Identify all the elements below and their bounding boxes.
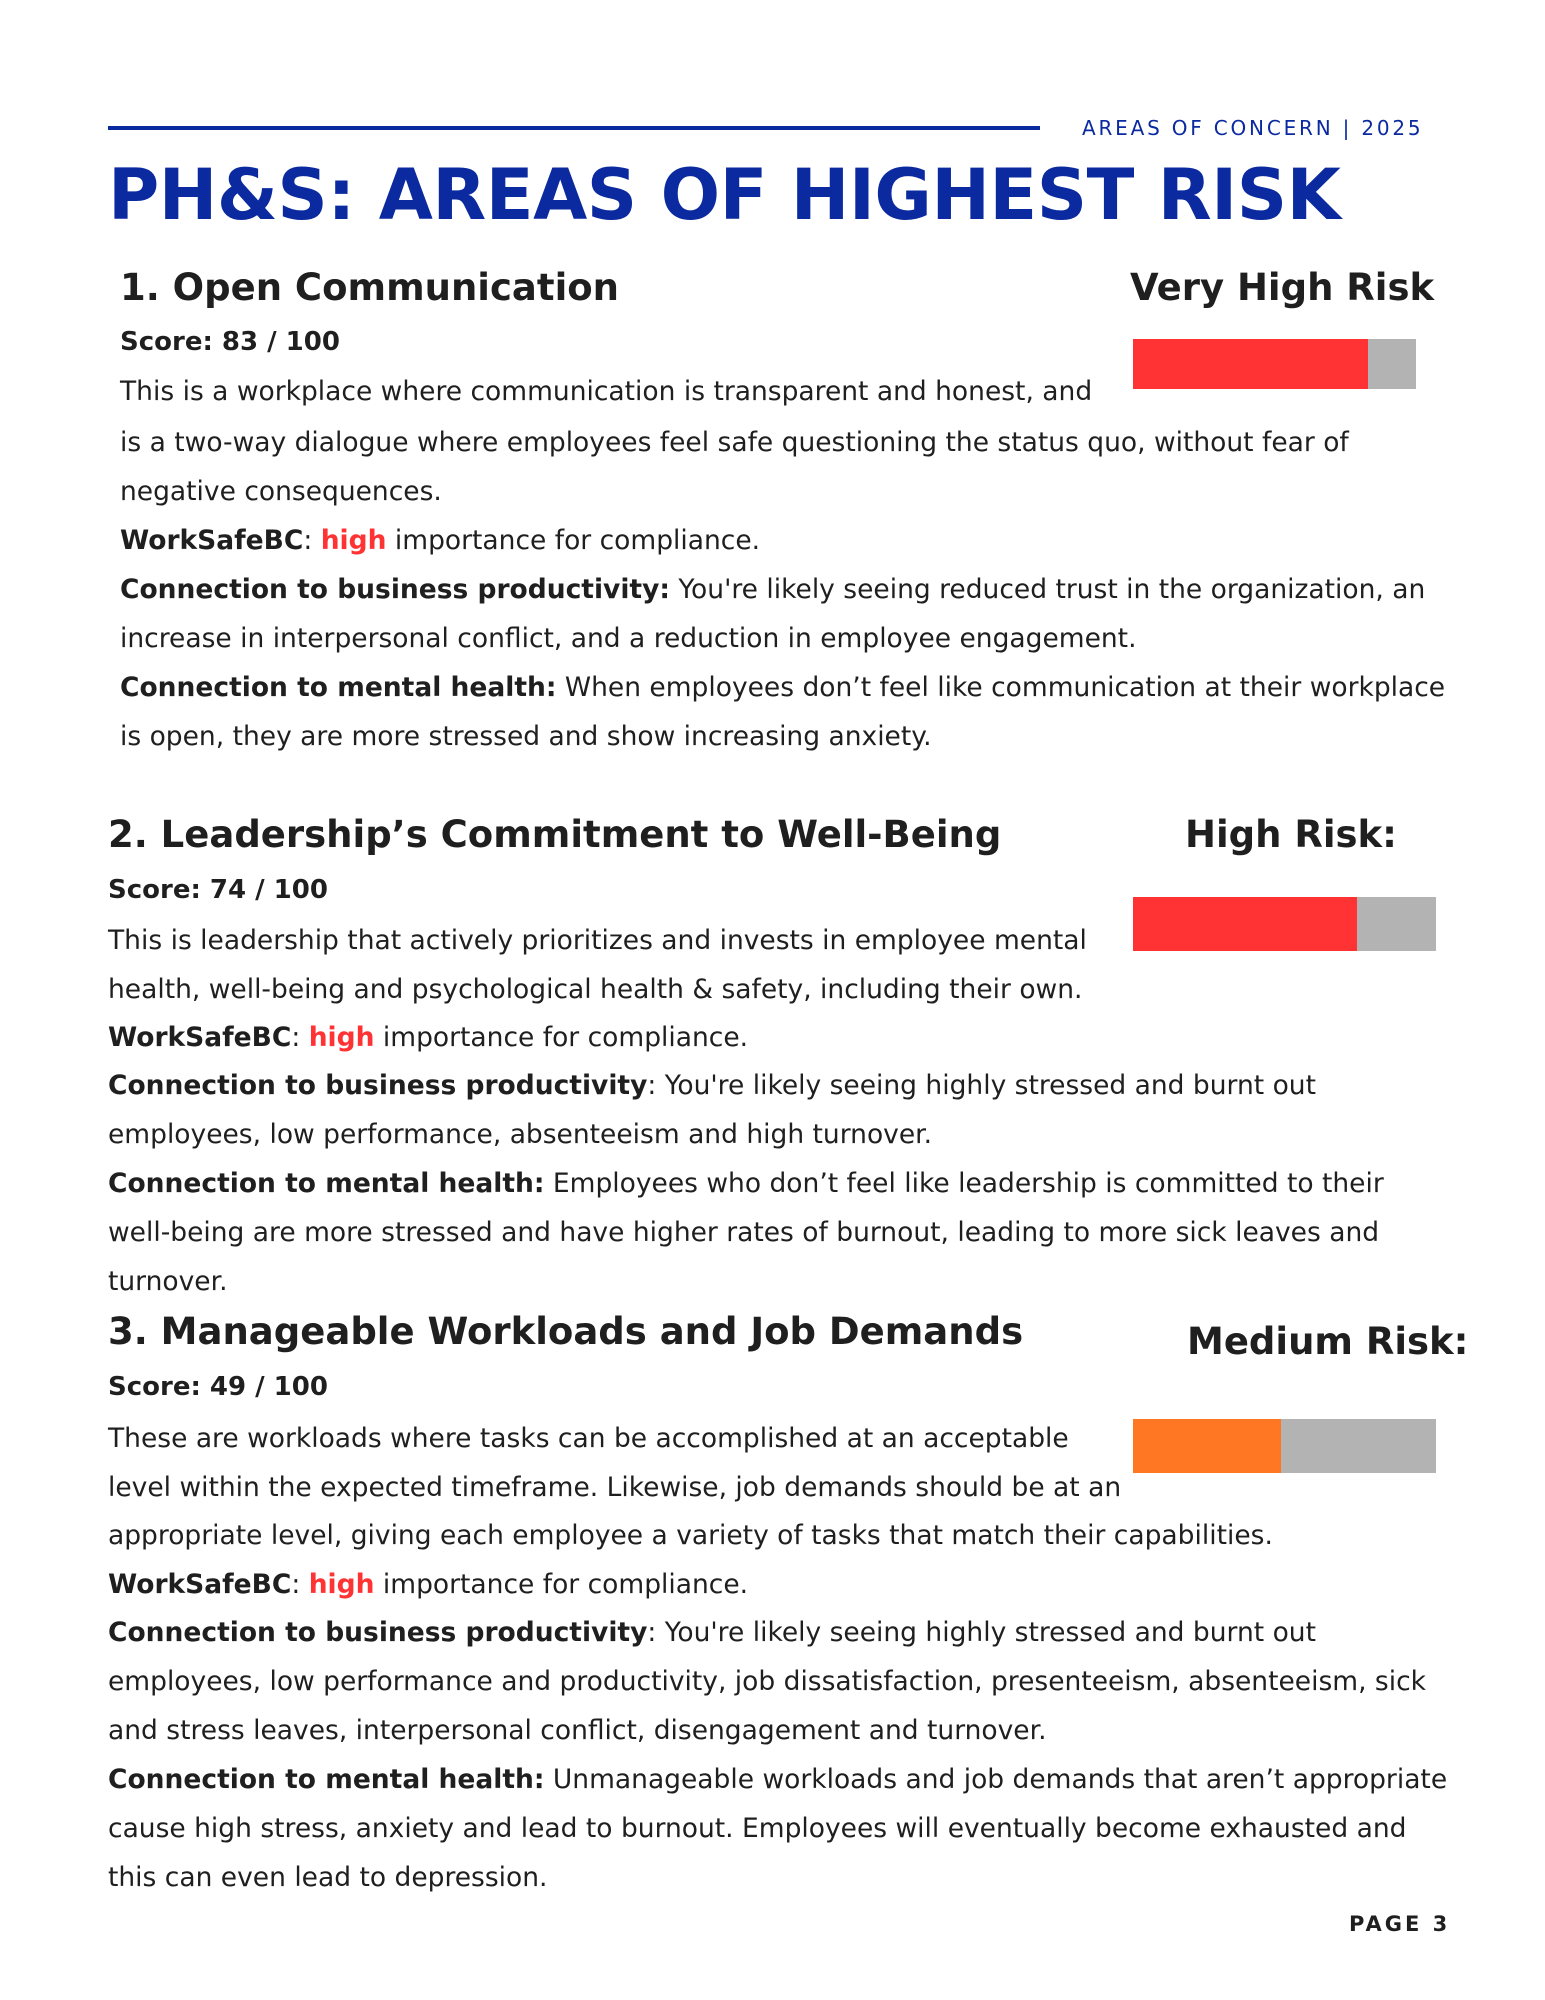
mental-health-paragraph <box>108 1755 1448 1902</box>
mental-health-text: Unmanageable workloads and job demands that aren’t appropriate cause high stress, anxiety and lead to burnout. Employees will eventually become exhausted and this can even lead to depression. <box>108 1764 1448 1893</box>
mental-health-paragraph <box>120 663 1450 761</box>
mental-health-label: Connection to mental health: <box>108 1168 545 1199</box>
productivity-text: : You're likely seeing highly stressed and burnt out employees, low performance and productivity, job dissatisfaction, presenteeism, absenteeism, sick and stress leaves, interpersonal conflict, disengagement and turnover. <box>108 1617 1427 1746</box>
page-number: PAGE 3 <box>1349 1912 1451 1936</box>
risk-bar-fill <box>1133 339 1368 389</box>
mental-health-paragraph <box>108 1159 1448 1306</box>
risk-bar <box>1133 339 1416 389</box>
importance-level: high <box>308 1569 375 1600</box>
worksafe-line <box>108 1013 1448 1062</box>
description-third-line: appropriate level, giving each employee a variety of tasks that match their capabilities. <box>108 1520 1273 1551</box>
risk-label: Medium Risk: <box>1187 1320 1469 1363</box>
risk-bar <box>1133 1419 1436 1473</box>
worksafe-label: WorkSafeBC <box>108 1022 292 1053</box>
worksafe-sep: : <box>291 1022 301 1053</box>
header-rule <box>108 126 1040 130</box>
section-title: 3. Manageable Workloads and Job Demands <box>108 1310 1024 1353</box>
worksafe-sep: : <box>291 1569 301 1600</box>
risk-bar-fill <box>1133 1419 1281 1473</box>
productivity-text: You're likely seeing reduced trust in the organization, an increase in interpersonal conflict, and a reduction in employee engagement. <box>120 574 1426 654</box>
worksafe-line <box>120 516 1450 565</box>
productivity-label: Connection to business productivity: <box>120 574 670 605</box>
risk-bar-fill <box>1133 897 1357 951</box>
productivity-paragraph <box>108 1061 1448 1159</box>
importance-level: high <box>320 525 387 556</box>
productivity-text: : You're likely seeing highly stressed and burnt out employees, low performance, absenteeism and high turnover. <box>108 1070 1316 1150</box>
worksafe-label: WorkSafeBC <box>120 525 304 556</box>
productivity-paragraph <box>120 565 1450 663</box>
section-title: 1. Open Communication <box>120 266 620 309</box>
risk-label: High Risk: <box>1185 813 1397 856</box>
productivity-label: Connection to business productivity <box>108 1617 648 1648</box>
description-second-line: health, well-being and psychological health & safety, including their own. <box>108 974 1083 1005</box>
mental-health-text: When employees don’t feel like communication at their workplace is open, they are more stressed and show increasing anxiety. <box>120 672 1446 752</box>
productivity-label: Connection to business productivity <box>108 1070 648 1101</box>
worksafe-rest: importance for compliance. <box>394 525 761 556</box>
mental-health-label: Connection to mental health: <box>120 672 557 703</box>
worksafe-rest: importance for compliance. <box>382 1569 749 1600</box>
mental-health-text: Employees who don’t feel like leadership is committed to their well-being are more stressed and have higher rates of burnout, leading to more sick leaves and turnover. <box>108 1168 1384 1297</box>
worksafe-label: WorkSafeBC <box>108 1569 292 1600</box>
score-text: Score: 74 / 100 <box>108 875 328 905</box>
description-first-line: These are workloads where tasks can be accomplished at an acceptable <box>108 1423 1069 1454</box>
description-text: is a two-way dialogue where employees feel safe questioning the status quo, without fear of negative consequences. <box>120 427 1349 507</box>
description-second-line: level within the expected timeframe. Likewise, job demands should be at an <box>108 1472 1122 1503</box>
page-title: PH&S: AREAS OF HIGHEST RISK <box>108 154 1341 236</box>
worksafe-rest: importance for compliance. <box>382 1022 749 1053</box>
description-first-line: This is leadership that actively prioritizes and invests in employee mental <box>108 925 1087 956</box>
description-first-line: This is a workplace where communication is transparent and honest, and <box>120 376 1093 407</box>
importance-level: high <box>308 1022 375 1053</box>
productivity-paragraph <box>108 1608 1448 1755</box>
score-text: Score: 83 / 100 <box>120 327 340 357</box>
header-label: AREAS OF CONCERN | 2025 <box>1082 116 1424 140</box>
worksafe-sep: : <box>303 525 313 556</box>
section-title: 2. Leadership’s Commitment to Well-Being <box>108 813 1002 856</box>
risk-label: Very High Risk <box>1130 266 1435 309</box>
mental-health-label: Connection to mental health: <box>108 1764 545 1795</box>
score-text: Score: 49 / 100 <box>108 1372 328 1402</box>
worksafe-line <box>108 1560 1448 1609</box>
risk-bar <box>1133 897 1436 951</box>
